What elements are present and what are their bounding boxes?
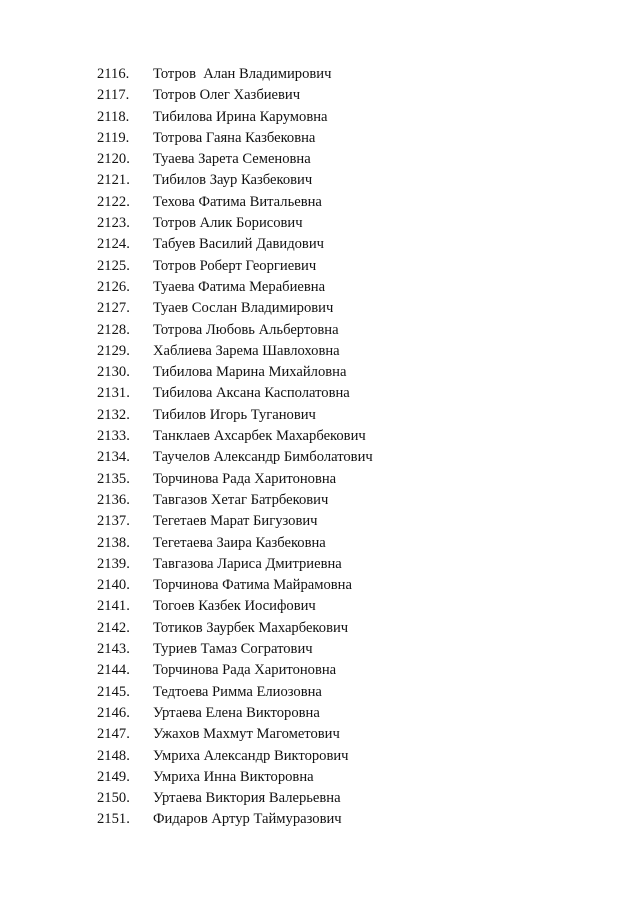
list-item: [97, 383, 617, 404]
entry-number: 2130.: [97, 364, 130, 381]
list-item: [97, 362, 617, 383]
entry-name: Табуев Василий Давидович: [153, 236, 324, 253]
list-item: [97, 234, 617, 255]
list-item: [97, 575, 617, 596]
entry-name: Тегетаева Заира Казбековна: [153, 534, 326, 551]
list-item: [97, 426, 617, 447]
entry-number: 2126.: [97, 278, 130, 295]
entry-name: Хаблиева Зарема Шавлоховна: [153, 342, 340, 359]
list-item: [97, 341, 617, 362]
entry-name: Тедтоева Римма Елиозовна: [153, 683, 322, 700]
list-item: [97, 170, 617, 191]
entry-number: 2133.: [97, 428, 130, 445]
entry-name: Фидаров Артур Таймуразович: [153, 811, 342, 828]
entry-number: 2141.: [97, 598, 130, 615]
entry-name: Уртаева Елена Викторовна: [153, 704, 320, 721]
entry-number: 2145.: [97, 683, 130, 700]
entry-name: Танклаев Ахсарбек Махарбекович: [153, 428, 366, 445]
entry-number: 2146.: [97, 704, 130, 721]
entry-name: Тегетаев Марат Бигузович: [153, 513, 318, 530]
entry-number: 2118.: [97, 108, 130, 125]
list-item: [97, 554, 617, 575]
entry-name: Тавгазова Лариса Дмитриевна: [153, 555, 342, 572]
list-item: [97, 85, 617, 106]
list-item: [97, 788, 617, 809]
list-item: [97, 256, 617, 277]
entry-name: Тибилова Ирина Карумовна: [153, 108, 328, 125]
entry-name: Торчинова Фатима Майрамовна: [153, 577, 352, 594]
entry-number: 2121.: [97, 172, 130, 189]
entry-number: 2147.: [97, 726, 130, 743]
list-item: [97, 469, 617, 490]
entry-number: 2120.: [97, 151, 130, 168]
entry-number: 2116.: [97, 66, 130, 82]
entry-number: 2151.: [97, 811, 130, 828]
entry-name: Туриев Тамаз Согратович: [153, 641, 313, 658]
entry-number: 2131.: [97, 385, 130, 402]
list-item: [97, 320, 617, 341]
entry-number: 2125.: [97, 257, 130, 274]
list-item: [97, 511, 617, 532]
entry-number: 2137.: [97, 513, 130, 530]
list-item: [97, 213, 617, 234]
entry-name: Тотров Алик Борисович: [153, 215, 303, 232]
list-item: [97, 64, 617, 85]
entry-number: 2148.: [97, 747, 130, 764]
list-item: [97, 107, 617, 128]
list-item: [97, 298, 617, 319]
entry-name: Таучелов Александр Бимболатович: [153, 449, 373, 466]
list-item: [97, 618, 617, 639]
list-item: [97, 660, 617, 681]
list-item: [97, 809, 617, 830]
list-item: [97, 724, 617, 745]
entry-name: Тотиков Заурбек Махарбекович: [153, 619, 349, 636]
entry-number: 2127.: [97, 300, 130, 317]
entry-number: 2142.: [97, 619, 130, 636]
entry-name: Торчинова Рада Харитоновна: [153, 470, 337, 487]
entry-number: 2129.: [97, 342, 130, 359]
entry-name: Туаев Сослан Владимирович: [153, 300, 334, 317]
list-item: [97, 703, 617, 724]
entry-name: Тотров Алан Владимирович: [153, 66, 332, 82]
entry-name: Тибилов Заур Казбекович: [153, 172, 313, 189]
list-item: [97, 490, 617, 511]
entry-number: 2124.: [97, 236, 130, 253]
list-item: [97, 746, 617, 767]
entry-name: Тотрова Любовь Альбертовна: [153, 321, 339, 338]
entry-name: Умриха Александр Викторович: [153, 747, 349, 764]
entry-number: 2136.: [97, 491, 130, 508]
list-item: [97, 405, 617, 426]
entry-number: 2122.: [97, 193, 130, 210]
list-item: [97, 767, 617, 788]
entry-number: 2117.: [97, 87, 130, 104]
entry-name: Тогоев Казбек Иосифович: [153, 598, 316, 615]
list-item: [97, 149, 617, 170]
list-item: [97, 533, 617, 554]
list-item: [97, 596, 617, 617]
entry-name: Тибилова Марина Михайловна: [153, 364, 347, 381]
entry-number: 2135.: [97, 470, 130, 487]
entry-number: 2132.: [97, 406, 130, 423]
entry-number: 2149.: [97, 768, 130, 785]
entry-number: 2134.: [97, 449, 130, 466]
entry-number: 2139.: [97, 555, 130, 572]
list-item: [97, 277, 617, 298]
entry-number: 2128.: [97, 321, 130, 338]
list-item: [97, 447, 617, 468]
list-item: [97, 128, 617, 149]
entry-name: Уртаева Виктория Валерьевна: [153, 790, 341, 807]
entry-number: 2138.: [97, 534, 130, 551]
list-item: [97, 192, 617, 213]
entry-name: Тибилов Игорь Туганович: [153, 406, 316, 423]
entry-number: 2144.: [97, 662, 130, 679]
name-list: [97, 64, 617, 831]
entry-name: Тавгазов Хетаг Батрбекович: [153, 491, 329, 508]
entry-name: Тибилова Аксана Касполатовна: [153, 385, 350, 402]
entry-name: Ужахов Махмут Магометович: [153, 726, 340, 743]
entry-name: Туаева Зарета Семеновна: [153, 151, 311, 168]
entry-number: 2143.: [97, 641, 130, 658]
entry-name: Тотров Роберт Георгиевич: [153, 257, 317, 274]
entry-name: Умриха Инна Викторовна: [153, 768, 314, 785]
list-item: [97, 639, 617, 660]
entry-number: 2123.: [97, 215, 130, 232]
list-item: [97, 682, 617, 703]
entry-number: 2140.: [97, 577, 130, 594]
entry-name: Торчинова Рада Харитоновна: [153, 662, 337, 679]
entry-name: Тотров Олег Хазбиевич: [153, 87, 301, 104]
entry-name: Туаева Фатима Мерабиевна: [153, 278, 326, 295]
entry-name: Техова Фатима Витальевна: [153, 193, 322, 210]
entry-name: Тотрова Гаяна Казбековна: [153, 129, 316, 146]
entry-number: 2150.: [97, 790, 130, 807]
entry-number: 2119.: [97, 129, 130, 146]
